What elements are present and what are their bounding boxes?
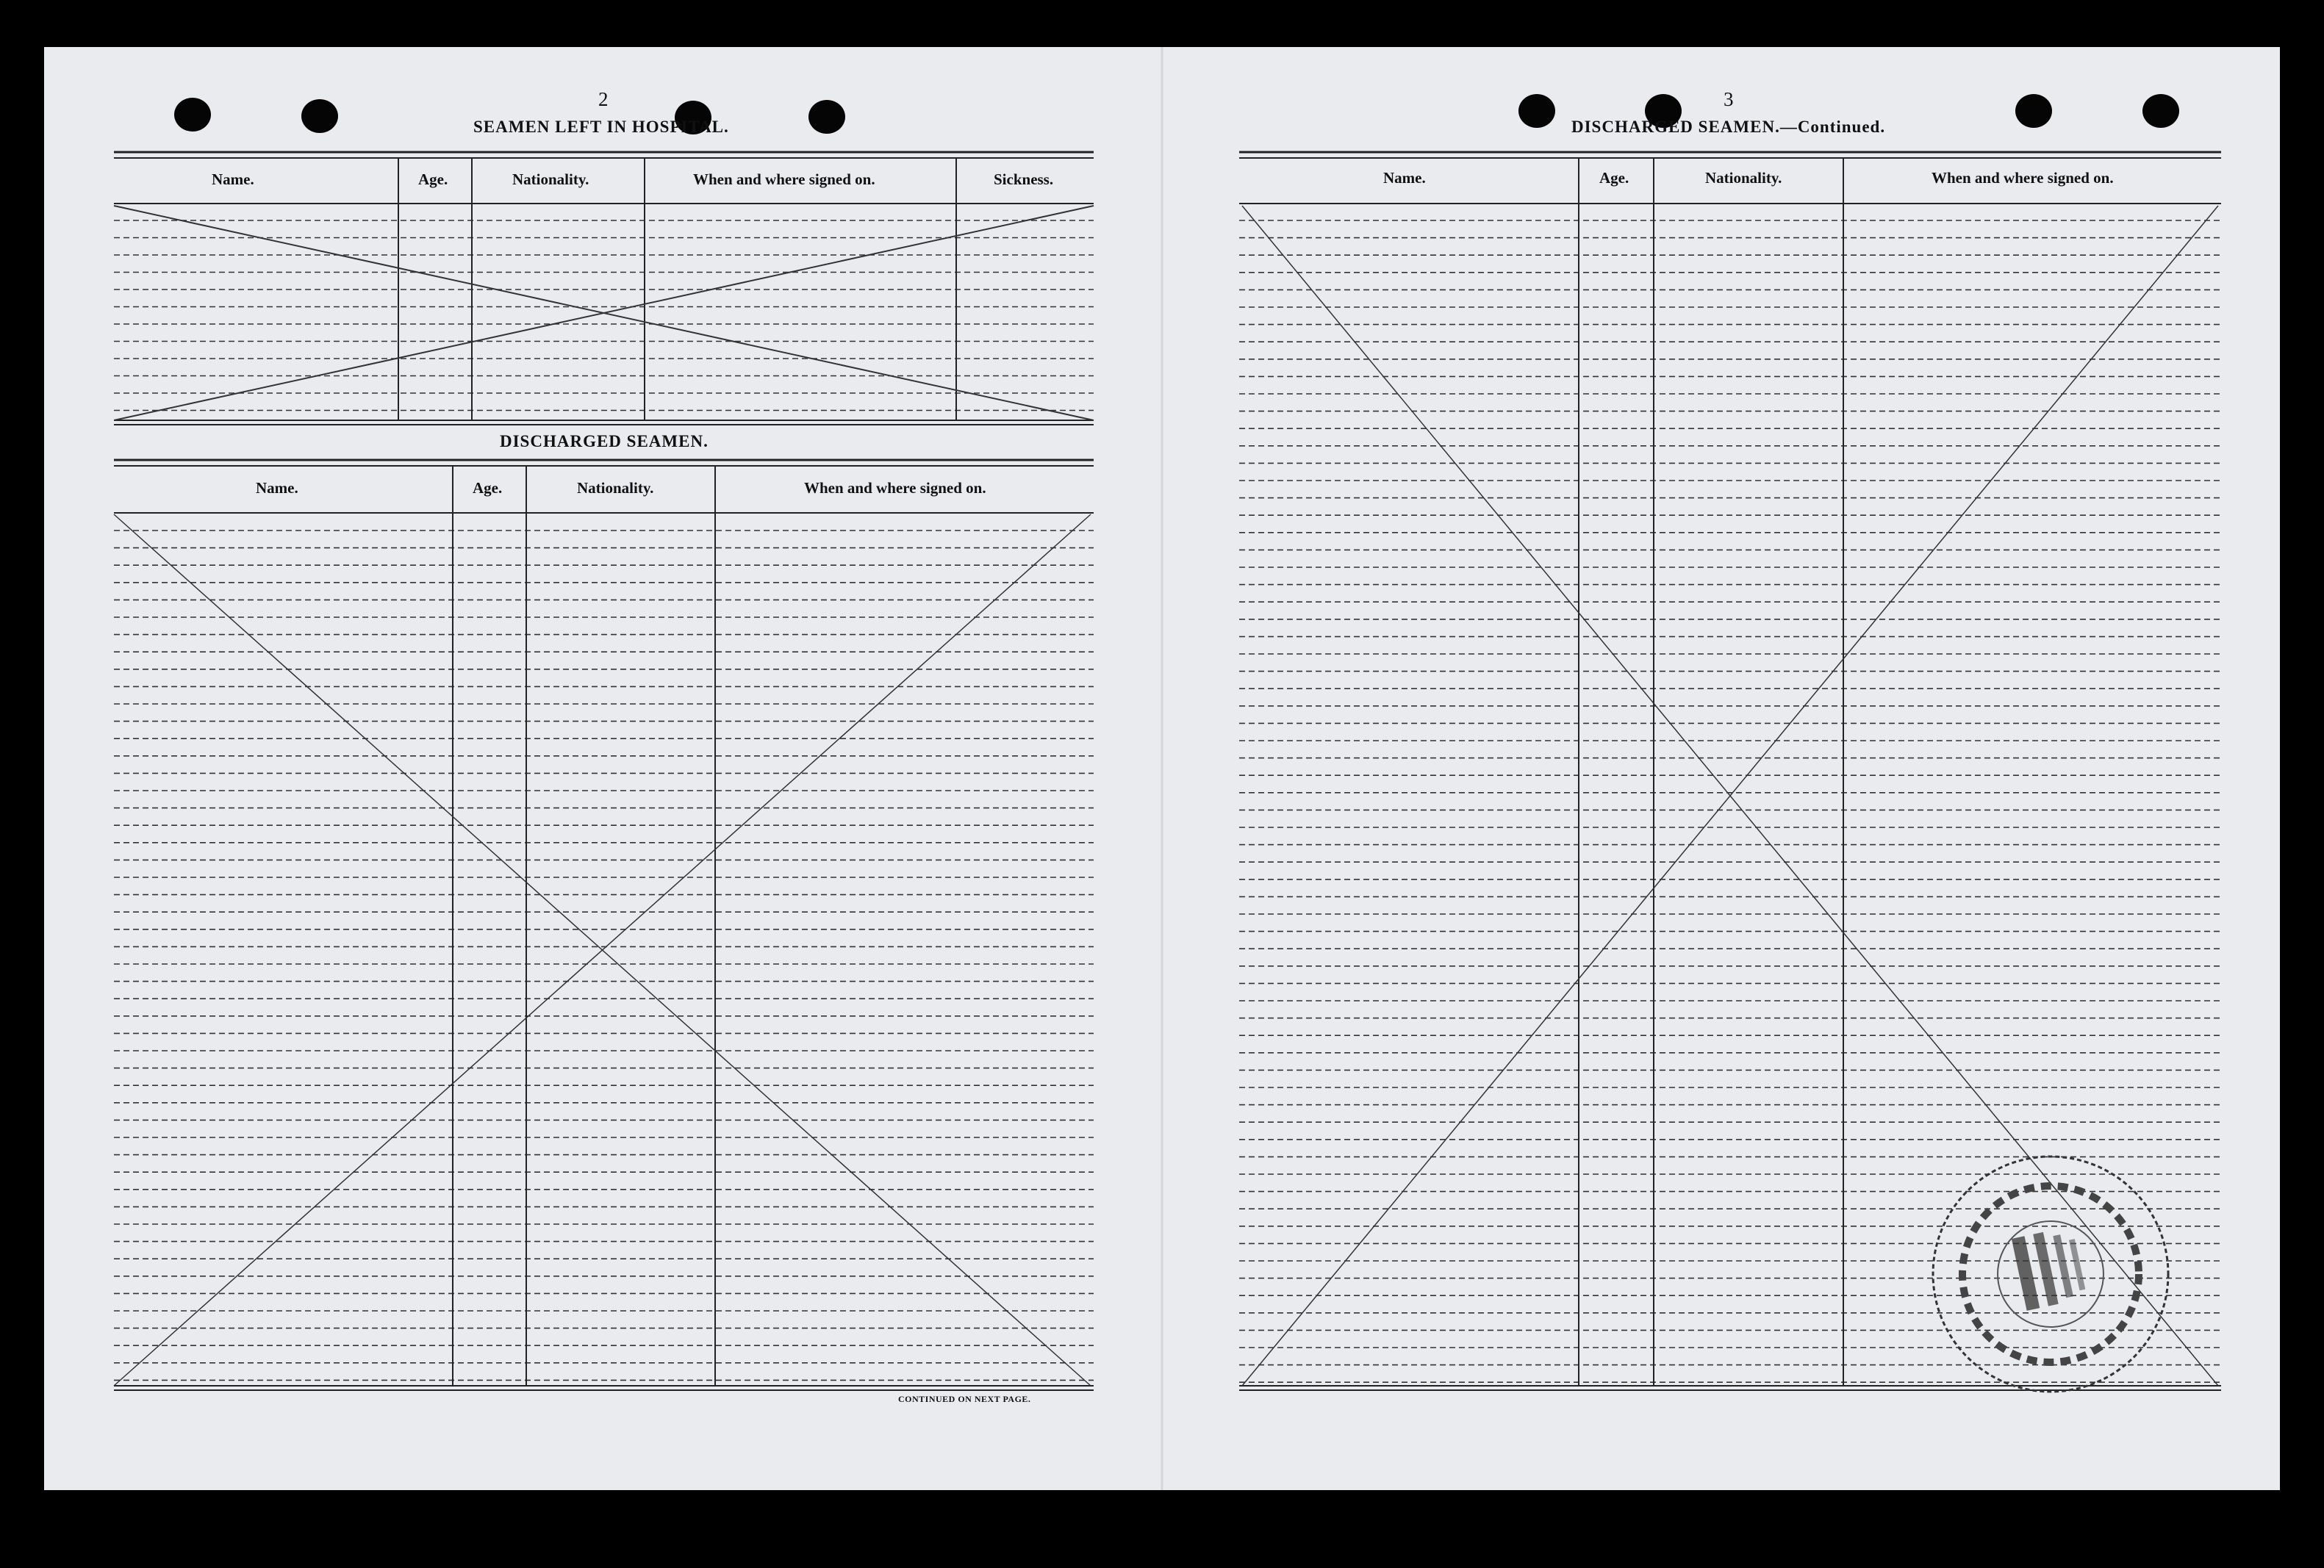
punch-hole (2015, 94, 2052, 128)
punch-hole (301, 99, 338, 133)
continued-footer: CONTINUED ON NEXT PAGE. (898, 1394, 1031, 1404)
continued-col-age: Age. (1599, 169, 1629, 187)
hospital-col-name: Name. (212, 170, 254, 188)
punch-hole (808, 100, 845, 134)
punch-hole (174, 98, 211, 132)
page-number-right: 3 (1724, 88, 1734, 110)
punch-hole (1518, 94, 1555, 128)
discharged-col-age: Age. (473, 479, 503, 497)
punch-hole (2142, 94, 2179, 128)
hospital-col-nationality: Nationality. (512, 170, 589, 188)
continued-col-signed-on: When and where signed on. (1932, 169, 2114, 187)
continued-col-nationality: Nationality. (1705, 169, 1782, 187)
hospital-section-title: SEAMEN LEFT IN HOSPITAL. (473, 118, 729, 136)
hospital-col-age: Age. (418, 170, 448, 188)
page-number-left: 2 (598, 88, 609, 110)
discharged-section-title: DISCHARGED SEAMEN. (500, 432, 709, 450)
hospital-col-sickness: Sickness. (994, 170, 1054, 188)
discharged-col-name: Name. (256, 479, 298, 497)
continued-col-name: Name. (1383, 169, 1426, 187)
discharged-col-signed-on: When and where signed on. (804, 479, 986, 497)
discharged-continued-title: DISCHARGED SEAMEN.—Continued. (1571, 118, 1886, 136)
discharged-col-nationality: Nationality. (577, 479, 654, 497)
hospital-col-signed-on: When and where signed on. (693, 170, 875, 188)
